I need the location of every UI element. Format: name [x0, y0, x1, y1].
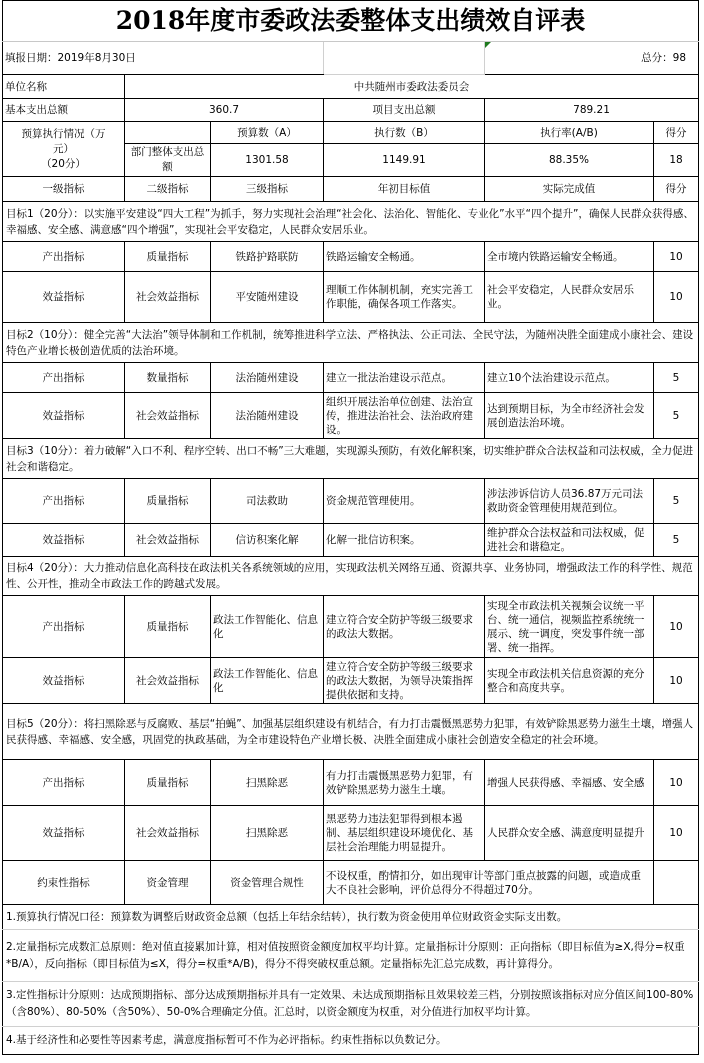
level2-indicator: 质量指标: [125, 760, 211, 806]
level3-indicator: 铁路护路联防: [211, 242, 324, 272]
budget-label-line: （20分）: [41, 157, 86, 170]
note: 3.定性指标计分原则：达成预期指标、部分达成预期指标并具有一定效果、未达成预期指标且效果较差三档，分别按照该指标对应分值区间100-80%（含80%）、80-50%（含50%）、50-0%合理确定分值。汇总时，以资金额度为权重，对分值进行加权平均计算。: [3, 982, 699, 1027]
level2-indicator: 社会效益指标: [125, 272, 211, 323]
actual-value: 社会平安稳定，人民群众安居乐业。: [485, 272, 654, 323]
target-value: 铁路运输安全畅通。: [324, 242, 485, 272]
budget-value: 18: [654, 144, 699, 177]
total-score: [485, 42, 699, 75]
goal-description: 目标4（20分）：大力推动信息化高科技在政法机关各系统领域的应用，实现政法机关网络互通、资源共享、业务协同，增强政法工作的科学性、规范性、公开性，推动全市政法工作的跨越式发展。: [3, 557, 699, 596]
indicator-header: 二级指标: [125, 177, 211, 202]
level2-indicator: 质量指标: [125, 479, 211, 524]
target-value: 建立符合安全防护等级三级要求的政法大数据。: [324, 596, 485, 658]
level2-indicator: 社会效益指标: [125, 393, 211, 439]
level1-indicator: 效益指标: [3, 524, 125, 557]
constraint-level1: 约束性指标: [3, 861, 125, 905]
budget-value: 1301.58: [211, 144, 324, 177]
level1-indicator: 效益指标: [3, 272, 125, 323]
score: 5: [654, 524, 699, 557]
actual-value: 建立10个法治建设示范点。: [485, 363, 654, 393]
target-value: 化解一批信访积案。: [324, 524, 485, 557]
target-value: 建立符合安全防护等级三级要求的政法大数据，为领导决策指挥提供依据和支持。: [324, 658, 485, 704]
level2-indicator: 社会效益指标: [125, 524, 211, 557]
score: 10: [654, 760, 699, 806]
actual-value: 人民群众安全感、满意度明显提升: [485, 806, 654, 861]
level2-indicator: 社会效益指标: [125, 806, 211, 861]
basic-expense-value: 360.7: [125, 99, 324, 122]
level3-indicator: 信访积案化解: [211, 524, 324, 557]
level1-indicator: 效益指标: [3, 658, 125, 704]
level3-indicator: 法治随州建设: [211, 363, 324, 393]
level3-indicator: 司法救助: [211, 479, 324, 524]
score: 10: [654, 272, 699, 323]
empty-cell: [125, 122, 211, 144]
actual-value: 实现全市政法机关信息资源的充分整合和高度共享。: [485, 658, 654, 704]
constraint-level2: 资金管理: [125, 861, 211, 905]
budget-header: 预算数（A）: [211, 122, 324, 144]
level3-indicator: 扫黑除恶: [211, 806, 324, 861]
target-value: 理顺工作体制机制，充实完善工作职能，确保各项工作落实。: [324, 272, 485, 323]
target-value: 黑恶势力违法犯罪得到根本遏制、基层组织建设环境优化、基层社会治理能力明显提升。: [324, 806, 485, 861]
evaluation-table: [2, 0, 699, 1055]
level1-indicator: 产出指标: [3, 596, 125, 658]
level1-indicator: 产出指标: [3, 760, 125, 806]
budget-label-line: 预算执行情况（万: [21, 127, 106, 140]
score: 5: [654, 393, 699, 439]
budget-row-label: 部门整体支出总额: [125, 144, 211, 177]
goal-description: 目标5（20分）：将扫黑除恶与反腐败、基层“拍蝇”、加强基层组织建设有机结合，有力打击震慑黑恶势力犯罪，有效铲除黑恶势力滋生土壤，增强人民获得感、幸福感、安全感，巩固党的执政基础，为全市建设特色产业增长极、决胜全面建成小康社会创造安全稳定的社会环境。: [3, 704, 699, 760]
actual-value: 全市境内铁路运输安全畅通。: [485, 242, 654, 272]
level2-indicator: 社会效益指标: [125, 658, 211, 704]
constraint-text: 不设权重，酌情扣分，如出现审计等部门重点披露的问题，或造成重大不良社会影响，评价总得分不得超过70分。: [324, 861, 654, 905]
target-value: 有力打击震慑黑恶势力犯罪，有效铲除黑恶势力滋生土壤。: [324, 760, 485, 806]
level1-indicator: 效益指标: [3, 393, 125, 439]
page-title: 2018年度市委政法委整体支出绩效自评表: [3, 1, 699, 42]
budget-header: 执行率(A/B): [485, 122, 654, 144]
target-value: 组织开展法治单位创建、法治宣传，推进法治社会、法治政府建设。: [324, 393, 485, 439]
project-expense-label: 项目支出总额: [324, 99, 485, 122]
level1-indicator: 产出指标: [3, 479, 125, 524]
goal-description: 目标3（10分）：着力破解“入口不利、程序空转、出口不畅”三大难题，实现源头预防，有效化解积案，切实维护群众合法权益和司法权威，全力促进社会和谐稳定。: [3, 439, 699, 479]
budget-label: [3, 122, 125, 177]
level1-indicator: 效益指标: [3, 806, 125, 861]
indicator-header: 一级指标: [3, 177, 125, 202]
level3-indicator: 扫黑除恶: [211, 760, 324, 806]
score: 5: [654, 479, 699, 524]
score: 10: [654, 242, 699, 272]
level3-indicator: 平安随州建设: [211, 272, 324, 323]
level1-indicator: 产出指标: [3, 363, 125, 393]
indicator-header: 年初目标值: [324, 177, 485, 202]
budget-header: 执行数（B）: [324, 122, 485, 144]
empty-cell: [324, 42, 485, 75]
note: 4.基于经济性和必要性等因素考虑，满意度指标暂可不作为必评指标。约束性指标以负数记分。: [3, 1027, 699, 1055]
empty-cell: [654, 861, 699, 905]
level1-indicator: 产出指标: [3, 242, 125, 272]
target-value: 建立一批法治建设示范点。: [324, 363, 485, 393]
level2-indicator: 质量指标: [125, 242, 211, 272]
indicator-header: 实际完成值: [485, 177, 654, 202]
unit-label: 单位名称: [3, 75, 125, 99]
fill-date: 填报日期：2019年8月30日: [3, 42, 324, 75]
level2-indicator: 数量指标: [125, 363, 211, 393]
level2-indicator: 质量指标: [125, 596, 211, 658]
unit-value: 中共随州市委政法委员会: [125, 75, 699, 99]
indicator-header: 得分: [654, 177, 699, 202]
score: 10: [654, 596, 699, 658]
score: 5: [654, 363, 699, 393]
actual-value: 达到预期目标，为全市经济社会发展创造法治环境。: [485, 393, 654, 439]
project-expense-value: 789.21: [485, 99, 699, 122]
score: 10: [654, 806, 699, 861]
basic-expense-label: 基本支出总额: [3, 99, 125, 122]
level3-indicator: 法治随州建设: [211, 393, 324, 439]
total-score-text: 总分：98: [641, 52, 687, 64]
actual-value: 涉法涉诉信访人员36.87万元司法救助资金管理使用规范到位。: [485, 479, 654, 524]
budget-value: 88.35%: [485, 144, 654, 177]
target-value: 资金规范管理使用。: [324, 479, 485, 524]
note: 1.预算执行情况口径：预算数为调整后财政资金总额（包括上年结余结转），执行数为资金使用单位财政资金实际支出数。: [3, 905, 699, 930]
actual-value: 维护群众合法权益和司法权威，促进社会和谐稳定。: [485, 524, 654, 557]
level3-indicator: 政法工作智能化、信息化: [211, 658, 324, 704]
goal-description: 目标1（20分）：以实施平安建设“四大工程”为抓手，努力实现社会治理“社会化、法治化、智能化、专业化”水平“四个提升”，确保人民群众获得感、幸福感、安全感、满意感“四个增强”，实现社会平安稳定，人民群众安居乐业。: [3, 202, 699, 242]
goal-description: 目标2（10分）：健全完善“大法治”领导体制和工作机制，统筹推进科学立法、严格执法、公正司法、全民守法，为随州决胜全面建成小康社会、建设特色产业增长极创造优质的法治环境。: [3, 323, 699, 363]
budget-value: 1149.91: [324, 144, 485, 177]
budget-label-line: 元）: [53, 142, 74, 155]
indicator-header: 三级指标: [211, 177, 324, 202]
actual-value: 实现全市政法机关视频会议统一平台、统一通信，视频监控系统统一展示、统一调度，突发事件统一部署、统一指挥。: [485, 596, 654, 658]
comment-marker-icon: [485, 42, 491, 48]
level3-indicator: 政法工作智能化、信息化: [211, 596, 324, 658]
actual-value: 增强人民获得感、幸福感、安全感: [485, 760, 654, 806]
score: 10: [654, 658, 699, 704]
evaluation-sheet: [2, 0, 698, 1055]
constraint-level3: 资金管理合规性: [211, 861, 324, 905]
note: 2.定量指标完成数汇总原则：绝对值直接累加计算，相对值按照资金额度加权平均计算。定量指标计分原则：正向指标（即目标值为≥X,得分=权重*B/A），反向指标（即目标值为≤X，得分=权重*A/B)，得分不得突破权重总额。定量指标先汇总完成数，再计算得分。: [3, 930, 699, 982]
budget-header: 得分: [654, 122, 699, 144]
